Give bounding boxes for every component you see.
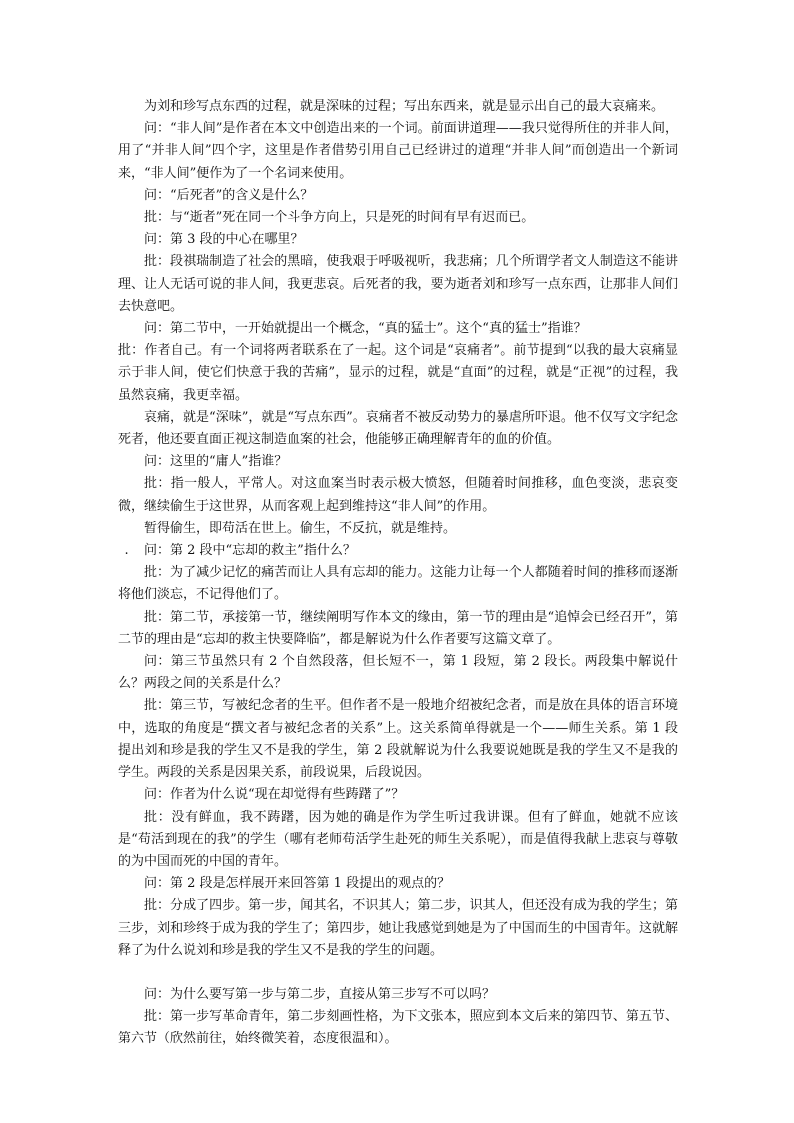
paragraph: 问：第三节虽然只有 2 个自然段落，但长短不一，第 1 段短，第 2 段长。两段集中解说什么？两段之间的关系是什么？	[118, 654, 678, 692]
paragraph: 问：“后死者”的含义是什么？	[144, 187, 314, 203]
paragraph: 批：作者自己。有一个词将两者联系在了一起。这个词是“哀痛者”。前节提到“以我的最大哀痛显示于非人间，使它们快意于我的苦痛”，显示的过程，就是“直面”的过程，就是“正视”的过程，我虽然哀痛，我更幸福。	[118, 343, 678, 403]
paragraph: 批：第一步写革命青年，第二步刻画性格，为下文张本，照应到本文后来的第四节、第五节、第六节（欣然前往，始终微笑着，态度很温和）。	[118, 1009, 678, 1047]
paragraph: 问：“非人间”是作者在本文中创造出来的一个词。前面讲道理——我只觉得所住的并非人间，用了“并非人间”四个字，这里是作者借势引用自己已经讲过的道理“并非人间”而创造出一个新词来，“非人间”便作为了一个名词来使用。	[118, 121, 678, 181]
paragraph: 为刘和珍写点东西的过程，就是深味的过程；写出东西来，就是显示出自己的最大哀痛来。	[144, 99, 665, 114]
paragraph: 问：第 2 段是怎样展开来回答第 1 段提出的观点的？	[144, 876, 451, 892]
paragraph: 哀痛，就是“深味”，就是“写点东西”。哀痛者不被反动势力的暴虐所吓退。他不仅写文字纪念死者，他还要直面正视这制造血案的社会，他能够正确理解青年的血的价值。	[118, 409, 678, 448]
paragraph-with-mark: . 问：第 2 段中“忘却的救主”指什么？	[124, 543, 356, 559]
paragraph: 批：段祺瑞制造了社会的黑暗，使我艰于呼吸视听，我悲痛；几个所谓学者文人制造这不能讲理、让人无话可说的非人间，我更悲哀。后死者的我，要为逝者刘和珍写一点东西，让那非人间们去快意吧。	[118, 254, 678, 314]
paragraph: 暂得偷生，即苟活在世上。偷生，不反抗，就是维持。	[144, 520, 457, 536]
paragraph: 批：第三节，写被纪念者的生平。但作者不是一般地介绍被纪念者，而是放在具体的语言环境中，选取的角度是“撰文者与被纪念者的关系”上。这关系简单得就是一个——师生关系。第 1 段提出刘和珍是我的学生又不是我的学生，第 2 段就解说为什么我要说她既是我的学生又不是我的学生。两段的关系是因果关系，前段说果，后段说因。	[118, 698, 678, 781]
paragraph: 批：为了减少记忆的痛苦而让人具有忘却的能力。这能力让每一个人都随着时间的推移而逐渐将他们淡忘，不记得他们了。	[118, 565, 678, 603]
paragraph: 问：第 3 段的中心在哪里？	[144, 232, 304, 248]
paragraph: 问：这里的“庸人”指谁？	[144, 454, 288, 470]
paragraph: 批：与“逝者”死在同一个斗争方向上，只是死的时间有早有迟而已。	[144, 210, 535, 226]
document-body	[118, 96, 678, 1051]
paragraph: 批：分成了四步。第一步，闻其名，不识其人；第二步，识其人，但还没有成为我的学生；第三步，刘和珍终于成为我的学生了；第四步，她让我感觉到她是为了中国而生的中国青年。这就解释了为什么说刘和珍是我的学生又不是我的学生的问题。	[118, 898, 678, 958]
paragraph: 问：为什么要写第一步与第二步，直接从第三步写不可以吗？	[144, 986, 496, 1002]
paragraph: 问：作者为什么说“现在却觉得有些踌躇了”？	[144, 787, 405, 803]
paragraph-text: 问：第 2 段中“忘却的救主”指什么？	[144, 543, 356, 559]
paragraph: 批：指一般人，平常人。对这血案当时表示极大愤怒，但随着时间推移，血色变淡，悲哀变微，继续偷生于这世界，从而客观上起到维持这“非人间”的作用。	[118, 476, 678, 514]
paragraph: 批：第二节，承接第一节，继续阐明写作本文的缘由，第一节的理由是“追悼会已经召开”，第二节的理由是“忘却的救主快要降临”，都是解说为什么作者要写这篇文章了。	[118, 609, 678, 647]
paragraph: 批：没有鲜血，我不踌躇，因为她的确是作为学生听过我讲课。但有了鲜血，她就不应该是“苟活到现在的我”的学生（哪有老师苟活学生赴死的师生关系呢），而是值得我献上悲哀与尊敬的为中国而死的中国的青年。	[118, 809, 678, 869]
paragraph: 问：第二节中，一开始就提出一个概念，“真的猛士”。这个“真的猛士”指谁？	[144, 321, 587, 337]
